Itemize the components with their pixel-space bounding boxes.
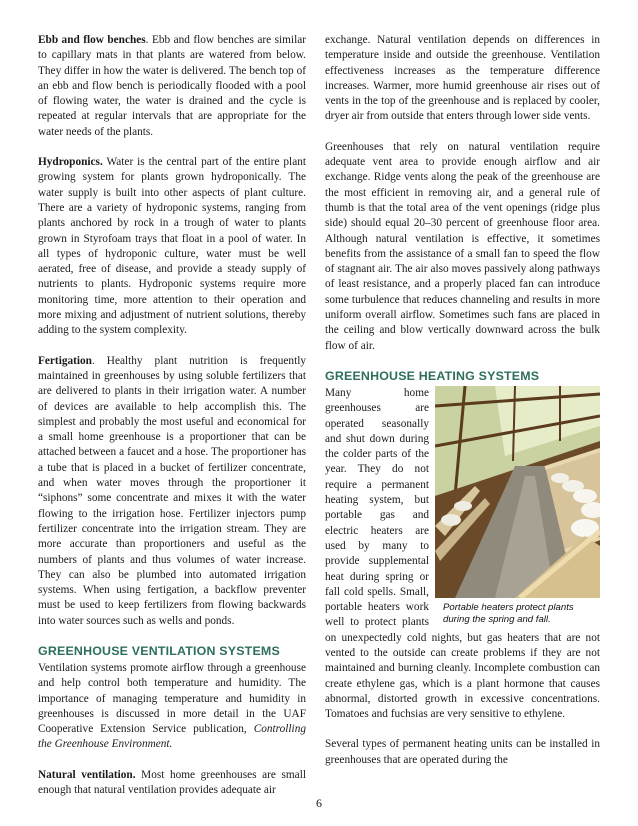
hydroponics-title: Hydroponics. xyxy=(38,156,103,169)
permanent-heating-paragraph: Several types of permanent heating units can be installed in greenhouses that are operated during the xyxy=(325,738,600,766)
page-number: 6 xyxy=(316,796,322,810)
publication-title: Controlling the Greenhouse Environment. xyxy=(38,723,306,751)
natural-ventilation-title: Natural ventilation. xyxy=(38,768,136,781)
air-exchange-paragraph: exchange. Natural ventilation depends on differences in temperature inside and outside the greenhouse. Ventilation effectiveness increases as the temperature difference increases. Warmer, more humid greenhouse air rises out of vents in the top of the greenhouse and is replaced by cooler, dryer air from outside that enters through lower side vents. xyxy=(325,34,600,123)
heater-photo-figure xyxy=(435,386,600,626)
fertigation-title: Fertigation xyxy=(38,354,92,367)
heating-paragraph: Many home greenhouses are operated seasonally and shut down during the colder parts of the year. They do not require a permanent heating system, but portable gas and electric heaters are used by many to provide supplemental heat during spring or fall cold spells. Small, portable heaters work well to protect plants on unexpectedly cold nights, but gas heaters that are not vented to the outside can create problems if they are not maintained and burning cleanly. Incomplete combustion can create ethylene gas, which is a plant hormone that causes abnormal, distorted growth in excessive concentrations. Tomatoes and fuchsias are very sensitive to ethylene. xyxy=(325,386,600,721)
ventilation-heading: GREENHOUSE VENTILATION SYSTEMS xyxy=(38,643,280,658)
heating-heading: GREENHOUSE HEATING SYSTEMS xyxy=(325,368,540,383)
hydroponics-paragraph xyxy=(38,155,306,339)
natural-ventilation-paragraph xyxy=(38,768,306,799)
right-column xyxy=(325,33,600,768)
ebb-flow-text: . Ebb and flow benches are similar to capillary mats in that plants are watered from below. They differ in how the water is delivered. The bench top of an ebb and flow bench is periodically flooded with a pool of flowing water, the water is drained and the cycle is repeated at regular intervals that are appropriate for the water needs of the plants. xyxy=(38,34,306,138)
ebb-flow-title: Ebb and flow benches xyxy=(38,34,146,46)
hydroponics-text: Water is the central part of the entire plant growing system for plants grown hydroponically. The water supply is built into other aspects of plant culture. There are a variety of hydroponic systems, ranging from plants anchored by rock in a trough of water to plants grown in Styrofoam trays that float in a pool of water. In all types of hydroponic culture, water must be well aerated, free of disease, and provide a steady supply of nutrients to plants. Hydroponic systems require more monitoring time, more attention to their operation and more mixing and adjustment of nutrient solutions, thereby adding to the system complexity. xyxy=(38,156,306,337)
fertigation-text: . Healthy plant nutrition is frequently maintained in greenhouses by using soluble fertilizers that are delivered to plants in their irrigation water. A number of devices are available to help accomplish this. The simplest and probably the most useful and economical for a small home greenhouse is a proportioner that can be attached between a faucet and a hose. The proportioner has a tube that is placed in a bucket of fertilizer concentrate, and when water moves through the proportioner it “siphons” some concentrate and mixes it with the water flowing to the irrigation hose. Fertilizer injectors pump fertilizer concentrate into the irrigation stream. They are more accurate than proportioners and useful as the numbers of plants and thus volumes of water increase. They can also be plumbed into automated irrigation systems. When using fertigation, a backflow preventer must be used to keep fertilizers from flowing backwards into water sources such as wells and ponds. xyxy=(38,354,306,627)
photo-caption: Portable heaters protect plants during the spring and fall. xyxy=(443,601,574,625)
ventilation-paragraph xyxy=(38,661,306,753)
vent-area-paragraph: Greenhouses that rely on natural ventilation require adequate vent area to provide enough airflow and air exchange. Ridge vents along the peak of the greenhouse are the most efficient in removing air, and a general rule of thumb is that the total area of the vent openings (ridge plus side) should equal 20–30 percent of greenhouse floor area. Although natural ventilation is effective, it sometimes benefits from the assistance of a small fan to speed the flow of stagnant air. The air also moves passively along pathways of least resistance, and a properly placed fan can introduce some turbulence that reduces channeling and results in more uniform overall airflow. Sometimes such fans are placed in the ceiling and blow vertically downward across the bulk flow of air. xyxy=(325,140,600,352)
ventilation-text: Ventilation systems promote airflow through a greenhouse and help control both temperature and humidity. The importance of managing temperature and humidity in greenhouses is discussed in more detail in the UAF Cooperative Extension Service publication, xyxy=(38,661,306,736)
natural-ventilation-text: Most home greenhouses are small enough that natural ventilation provides adequate air xyxy=(38,768,306,797)
greenhouse-interior-photo xyxy=(435,386,600,598)
left-column xyxy=(38,33,306,798)
ebb-flow-paragraph xyxy=(38,33,306,140)
fertigation-paragraph xyxy=(38,354,306,629)
